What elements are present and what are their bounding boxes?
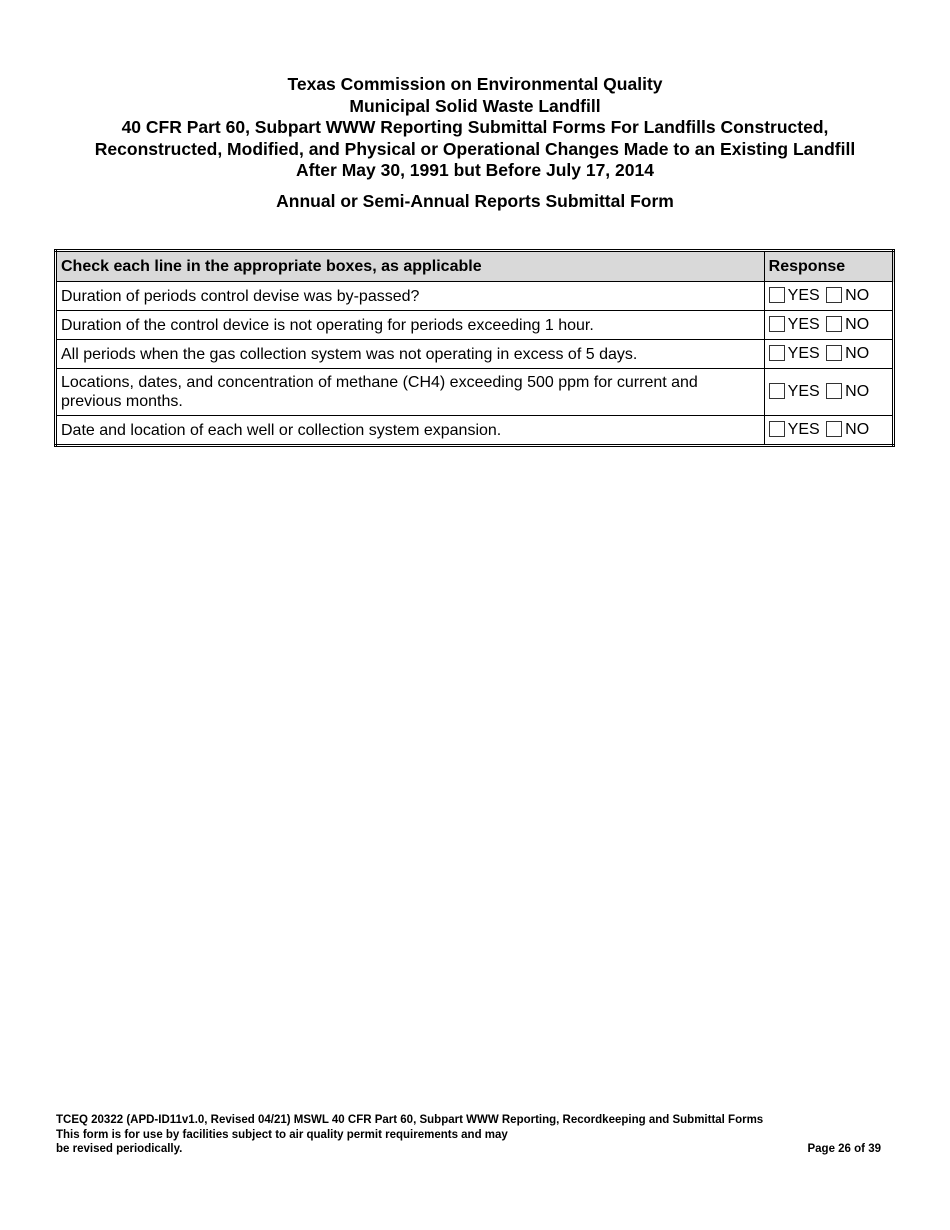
row-question: Locations, dates, and concentration of methane (CH4) exceeding 500 ppm for current and previous months. [56,369,765,416]
footer-notice-line1: This form is for use by facilities subject to air quality permit requirements and may [56,1128,508,1141]
document-footer [56,1113,881,1157]
no-label: NO [845,383,870,400]
no-label: NO [845,421,870,438]
yes-checkbox[interactable] [769,383,785,399]
row-question: All periods when the gas collection system was not operating in excess of 5 days. [56,340,765,369]
header-program: Municipal Solid Waste Landfill [349,95,601,116]
no-label: NO [845,316,870,333]
reports-checklist-table [54,249,895,447]
yes-label: YES [787,287,820,304]
page-number: Page 26 of 39 [807,1143,881,1155]
response-column-header: Response [764,251,893,282]
table-header-row [56,251,894,282]
row-response [764,282,893,311]
header-regulation: 40 CFR Part 60, Subpart WWW Reporting Submittal Forms For Landfills Constructed, [121,117,829,137]
table-row [56,311,894,340]
no-label: NO [845,287,870,304]
yes-checkbox[interactable] [769,287,785,303]
yes-label: YES [787,345,820,362]
row-question: Duration of the control device is not operating for periods exceeding 1 hour. [56,311,765,340]
header-agency: Texas Commission on Environmental Quality [287,74,663,94]
footer-form-id: TCEQ 20322 (APD-ID11v1.0, Revised 04/21) MSWL 40 CFR Part 60, Subpart WWW Reporting, Recordkeeping and Submittal Forms [56,1114,764,1126]
no-checkbox[interactable] [826,345,842,361]
document-header [40,74,910,212]
yes-label: YES [787,421,820,438]
no-label: NO [845,345,870,362]
row-response [764,340,893,369]
footer-notice-line2: be revised periodically. [56,1143,183,1155]
yes-checkbox[interactable] [769,316,785,332]
row-response [764,369,893,416]
row-response [764,416,893,446]
header-scope: Reconstructed, Modified, and Physical or Operational Changes Made to an Existing Landfill [94,138,856,159]
no-checkbox[interactable] [826,421,842,437]
table-row [56,416,894,446]
no-checkbox[interactable] [826,287,842,303]
no-checkbox[interactable] [826,316,842,332]
table-row [56,282,894,311]
row-question: Duration of periods control devise was by-passed? [56,282,765,311]
row-response [764,311,893,340]
row-question: Date and location of each well or collection system expansion. [56,416,765,446]
header-date-range: After May 30, 1991 but Before July 17, 2014 [296,160,654,180]
yes-checkbox[interactable] [769,345,785,361]
yes-label: YES [787,383,820,400]
yes-checkbox[interactable] [769,421,785,437]
table-row [56,340,894,369]
form-title: Annual or Semi-Annual Reports Submittal Form [276,190,674,211]
no-checkbox[interactable] [826,383,842,399]
table-row [56,369,894,416]
yes-label: YES [787,316,820,333]
question-column-header: Check each line in the appropriate boxes, as applicable [56,251,765,282]
